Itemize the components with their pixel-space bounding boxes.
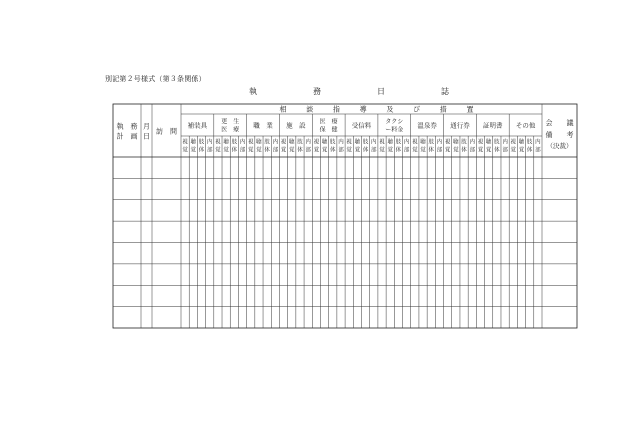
header-date: 日 <box>143 132 150 141</box>
category-header: 証明書 <box>483 121 503 130</box>
category-header: 医 療 <box>221 126 240 134</box>
sub-header-shikaku: 視 <box>346 139 352 146</box>
title-char: 務 <box>313 87 321 96</box>
header-officer: 執 務 <box>116 122 138 131</box>
sub-header-naibu: 内 <box>371 139 377 146</box>
sub-header-shitai: 体 <box>428 147 434 154</box>
sub-header-shitai: 肢 <box>231 139 238 146</box>
sub-header-shikaku: 覚 <box>280 147 287 154</box>
sub-header-choukaku: 聴 <box>190 139 197 146</box>
header-soudan-shidou-char: び <box>413 105 421 114</box>
sub-header-shikaku: 視 <box>182 139 188 146</box>
sub-header-naibu: 部 <box>206 147 213 154</box>
category-header: タクシ <box>385 118 404 126</box>
sub-header-choukaku: 覚 <box>256 147 262 154</box>
sub-header-choukaku: 聴 <box>223 139 229 146</box>
sub-header-shikaku: 視 <box>247 139 254 146</box>
sub-header-shikaku: 覚 <box>379 147 385 154</box>
sub-header-naibu: 部 <box>469 147 476 154</box>
sub-header-naibu: 内 <box>436 139 443 146</box>
sub-header-naibu: 部 <box>338 147 344 154</box>
sub-header-shikaku: 覚 <box>215 147 221 154</box>
sub-header-shitai: 体 <box>362 147 369 154</box>
sub-header-shitai: 肢 <box>264 139 270 146</box>
sub-header-shikaku: 覚 <box>247 147 254 154</box>
sub-header-choukaku: 覚 <box>387 147 393 154</box>
sub-header-shikaku: 覚 <box>510 147 517 154</box>
sub-header-choukaku: 覚 <box>190 147 197 154</box>
sub-header-choukaku: 聴 <box>289 139 295 146</box>
sub-header-shikaku: 覚 <box>412 147 418 154</box>
sub-header-shitai: 体 <box>526 147 533 154</box>
remarks-note: （決裁） <box>546 142 573 150</box>
header-date: 月 <box>143 122 150 131</box>
sub-header-shikaku: 視 <box>215 139 221 146</box>
sub-header-choukaku: 覚 <box>420 147 426 154</box>
header-soudan-shidou-char: 談 <box>306 105 314 114</box>
sub-header-shitai: 肢 <box>494 139 500 146</box>
sub-header-shikaku: 視 <box>477 139 484 146</box>
sub-header-choukaku: 覚 <box>289 147 295 154</box>
sub-header-choukaku: 聴 <box>321 139 328 146</box>
sub-header-naibu: 部 <box>502 147 508 154</box>
sub-header-choukaku: 聴 <box>485 139 492 146</box>
sub-header-shitai: 肢 <box>461 139 467 146</box>
header-visit: 訪 問 <box>156 127 177 136</box>
sub-header-naibu: 内 <box>469 139 476 146</box>
sub-header-choukaku: 聴 <box>354 139 361 146</box>
title-char: 誌 <box>441 87 449 96</box>
sub-header-choukaku: 覚 <box>321 147 328 154</box>
sub-header-choukaku: 聴 <box>453 139 459 146</box>
header-soudan-shidou-char: 導 <box>359 105 367 114</box>
sub-header-shikaku: 視 <box>313 139 320 146</box>
sub-header-choukaku: 覚 <box>223 147 229 154</box>
sub-header-naibu: 部 <box>272 147 279 154</box>
sub-header-naibu: 内 <box>502 139 508 146</box>
sub-header-naibu: 部 <box>305 147 311 154</box>
sub-header-naibu: 内 <box>206 139 213 146</box>
category-header: 受信料 <box>351 121 372 130</box>
title-char: 日 <box>377 87 385 96</box>
sub-header-naibu: 内 <box>403 139 410 146</box>
sub-header-shitai: 体 <box>494 147 500 154</box>
header-soudan-shidou-char: 措 <box>439 105 447 114</box>
form-caption: 別記第２号様式（第３条関係） <box>105 75 206 83</box>
sub-header-naibu: 内 <box>272 139 279 146</box>
sub-header-shitai: 体 <box>461 147 467 154</box>
sub-header-shitai: 体 <box>264 147 270 154</box>
sub-header-shikaku: 覚 <box>346 147 352 154</box>
sub-header-choukaku: 聴 <box>420 139 426 146</box>
header-soudan-shidou-char: 置 <box>466 105 474 114</box>
sub-header-shikaku: 覚 <box>444 147 451 154</box>
title-char: 執 <box>249 87 257 96</box>
sub-header-shitai: 体 <box>330 147 336 154</box>
sub-header-naibu: 内 <box>305 139 311 146</box>
sub-header-shitai: 肢 <box>362 139 369 146</box>
category-header: 温泉券 <box>417 121 437 130</box>
sub-header-naibu: 内 <box>239 139 246 146</box>
sub-header-choukaku: 覚 <box>485 147 492 154</box>
sub-header-shikaku: 視 <box>444 139 451 146</box>
sub-header-naibu: 内 <box>535 139 541 146</box>
category-header: 更 生 <box>221 118 240 126</box>
category-header: 施 設 <box>286 121 306 130</box>
sub-header-naibu: 部 <box>436 147 443 154</box>
category-header: 保 健 <box>319 126 338 134</box>
sub-header-shitai: 肢 <box>198 139 205 146</box>
category-header: 医 療 <box>319 118 338 126</box>
sub-header-shikaku: 覚 <box>477 147 484 154</box>
sub-header-naibu: 部 <box>403 147 410 154</box>
sub-header-shitai: 体 <box>297 147 303 154</box>
sub-header-naibu: 部 <box>371 147 377 154</box>
sub-header-choukaku: 覚 <box>354 147 361 154</box>
header-soudan-shidou-char: 及 <box>386 105 394 114</box>
sub-header-shitai: 肢 <box>428 139 434 146</box>
sub-header-shikaku: 視 <box>280 139 287 146</box>
category-header: 通行券 <box>450 121 470 130</box>
remarks-header: 考 <box>566 131 574 139</box>
remarks-header: 会 <box>545 119 553 127</box>
sub-header-shikaku: 覚 <box>182 147 188 154</box>
sub-header-shitai: 体 <box>198 147 205 154</box>
sub-header-shikaku: 視 <box>510 139 517 146</box>
sub-header-shitai: 体 <box>395 147 402 154</box>
sub-header-naibu: 部 <box>535 147 541 154</box>
remarks-header: 議 <box>566 119 574 127</box>
sub-header-choukaku: 覚 <box>518 147 525 154</box>
sub-header-shikaku: 視 <box>379 139 385 146</box>
header-soudan-shidou-char: 指 <box>332 105 340 114</box>
category-header: その他 <box>515 121 536 130</box>
sub-header-shitai: 肢 <box>297 139 303 146</box>
sub-header-choukaku: 聴 <box>387 139 393 146</box>
sub-header-naibu: 部 <box>239 147 246 154</box>
remarks-header: 備 <box>545 131 553 139</box>
sub-header-choukaku: 聴 <box>256 139 262 146</box>
category-header: ー料金 <box>385 126 404 134</box>
header-soudan-shidou-char: 相 <box>279 105 287 114</box>
sub-header-shitai: 肢 <box>330 139 336 146</box>
sub-header-shitai: 肢 <box>395 139 402 146</box>
header-officer: 計 画 <box>116 132 138 141</box>
category-header: 職 業 <box>253 121 273 130</box>
sub-header-shikaku: 視 <box>412 139 418 146</box>
sub-header-shitai: 体 <box>231 147 238 154</box>
sub-header-naibu: 内 <box>338 139 344 146</box>
sub-header-shikaku: 覚 <box>313 147 320 154</box>
sub-header-choukaku: 覚 <box>453 147 459 154</box>
category-header: 補装具 <box>187 121 208 130</box>
sub-header-shitai: 肢 <box>526 139 533 146</box>
sub-header-choukaku: 聴 <box>518 139 525 146</box>
